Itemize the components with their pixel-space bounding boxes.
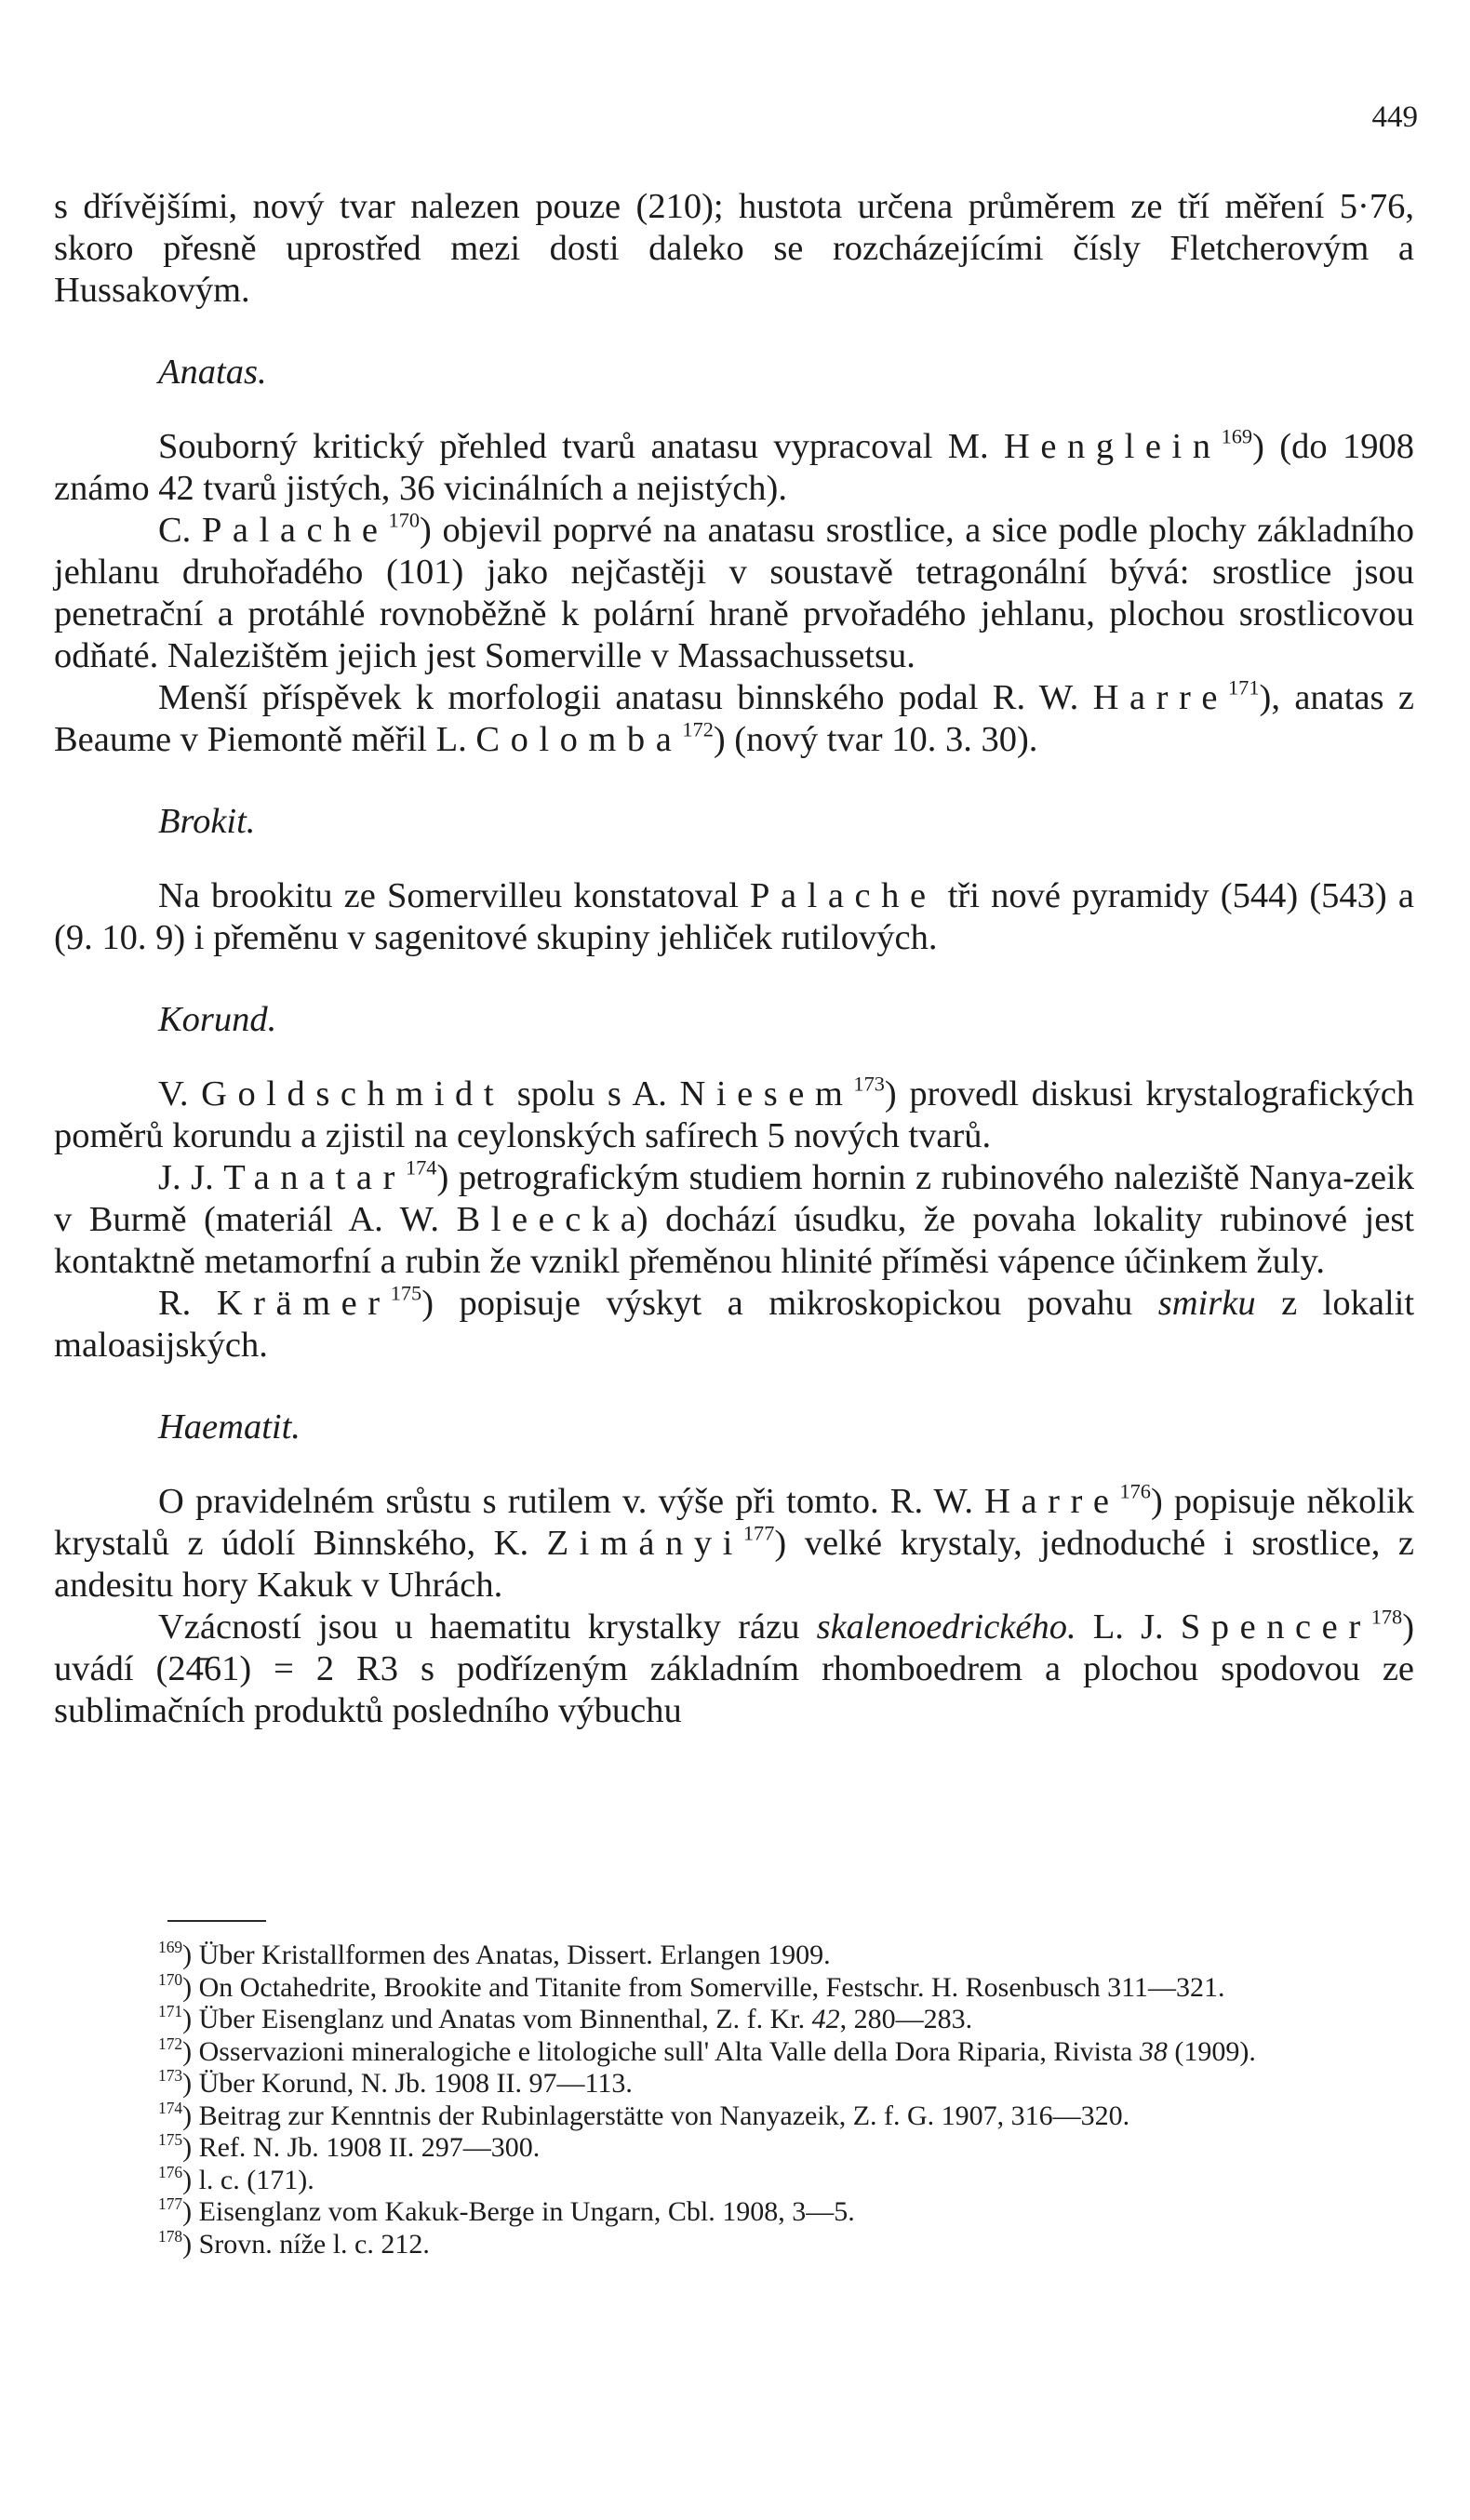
paragraph: Vzácností jsou u haematitu krystalky rázu skalenoedrického. L. J. Spencer$^{178}$) uvádí (24̄61) = 2 R3 s podřízeným základním rhomboedrem a plochou spodovou ze sublimačních produktů posledního výbuchu <box>54 1605 1415 1730</box>
page-number: 449 <box>1371 100 1418 134</box>
footnote: $^{174}$) Beitrag zur Kenntnis der Rubinlagerstätte von Nanyazeik, Z. f. G. 1907, 316—320. <box>158 2098 1130 2131</box>
author-name: Henglein <box>1004 427 1222 466</box>
footnote-ref: 169 <box>1221 424 1253 448</box>
author-name: Tanatar <box>223 1158 406 1197</box>
footnote-ref: 177 <box>742 1521 775 1545</box>
footnote: $^{169}$) Über Kristallformen des Anatas, Dissert. Erlangen 1909. <box>158 1937 831 1970</box>
italic-term: skalenoedrického. <box>816 1607 1076 1647</box>
main-text <box>54 186 1414 1732</box>
author-name: Bleeck <box>456 1200 621 1239</box>
paragraph: Menší příspěvek k morfologii anatasu binnského podal R. W. Harre$^{171}$), anatas z Beaume v Piemontě měřil L. Colomba$^{172}$) (nový tvar 10. 3. 30). <box>54 675 1415 759</box>
section-heading-anatas: Anatas. <box>158 353 267 392</box>
author-name: Colomba <box>475 720 683 759</box>
author-name: Harre <box>984 1482 1120 1521</box>
paragraph: V. Goldschmidt spolu s A. Niesem$^{173}$) provedl diskusi krystalografických poměrů korundu a zjistil na ceylonských safírech 5 nových tvarů. <box>54 1072 1415 1155</box>
author-name: Harre <box>1092 678 1228 717</box>
footnote: $^{170}$) On Octahedrite, Brookite and Titanite from Somerville, Festschr. H. Rosenbusch 311—321. <box>158 1969 1225 2003</box>
footnotes <box>54 1937 1414 2260</box>
footnote: $^{177}$) Eisenglanz vom Kakuk-Berge in Ungarn, Cbl. 1908, 3—5. <box>158 2193 855 2227</box>
footnote-divider <box>167 1920 266 1922</box>
author-name: Zimányi <box>546 1524 743 1563</box>
paragraph: Souborný kritický přehled tvarů anatasu vypracoval M. Henglein$^{169}$) (do 1908 známo 42 tvarů jistých, 36 vicinálních a nejistých). <box>54 424 1414 508</box>
section-heading-haematit: Haematit. <box>158 1407 301 1447</box>
footnote: $^{175}$) Ref. N. Jb. 1908 II. 297—300. <box>158 2129 541 2163</box>
footnote-ref: 170 <box>388 508 421 532</box>
author-name: Spencer <box>1180 1607 1371 1647</box>
footnote: $^{171}$) Über Eisenglanz und Anatas vom Binnenthal, Z. f. Kr. 42, 280—283. <box>158 2001 973 2034</box>
section-heading-brokit: Brokit. <box>158 802 256 841</box>
paragraph: Na brookitu ze Somervilleu konstatoval Palache tři nové pyramidy (544) (543) a (9. 10. 9) i přeměnu v sagenitové skupiny jehliček rutilových. <box>54 876 1414 957</box>
paragraph: O pravidelném srůstu s rutilem v. výše při tomto. R. W. Harre$^{176}$) popisuje několik krystalů z údolí Binnského, K. Zimányi$^{177}$) velké krystaly, jednoduché i srostlice, z andesitu hory Kakuk v Uhrách. <box>54 1479 1415 1605</box>
footnote: $^{172}$) Osservazioni mineralogiche e litologiche sull' Alta Valle della Dora Riparia, Rivista 38 (1909). <box>158 2033 1256 2067</box>
footnote: $^{178}$) Srovn. níže l. c. 212. <box>158 2226 430 2260</box>
footnote-ref: 174 <box>405 1155 437 1180</box>
author-name: Palache <box>201 511 389 550</box>
section-heading-korund: Korund. <box>158 1000 277 1039</box>
footnote-ref: 175 <box>390 1281 422 1305</box>
paragraph: J. J. Tanatar$^{174}$) petrografickým studiem hornin z rubinového naleziště Nanya-zeik v Burmě (materiál A. W. Bleecka) dochází úsudku, že povaha lokality rubinové jest kontaktně metamorfní a rubin že vznikl přeměnou hlinité příměsi vápence účinkem žuly. <box>54 1155 1415 1281</box>
paragraph: C. Palache$^{170}$) objevil poprvé na anatasu srostlice, a sice podle plochy základního jehlanu druhořadého (101) jako nejčastěji v soustavě tetragonální bývá: srostlice jsou penetrační a protáhlé rovnoběžně k polární hraně prvořadého jehlanu, plochou srostlicovou odňaté. Nalezištěm jejich jest Somerville v Massachussetsu. <box>54 508 1415 675</box>
paragraph: s dřívějšími, nový tvar nalezen pouze (210); hustota určena průměrem ze tří měření 5·76, skoro přesně uprostřed mezi dosti daleko se rozcházejícími čísly Fletcherovým a Hussakovým. <box>54 187 1414 310</box>
author-name: Palache <box>750 876 937 915</box>
footnote-ref: 173 <box>853 1072 885 1096</box>
footnote: $^{176}$) l. c. (171). <box>158 2162 314 2195</box>
author-name: Goldschmidt <box>201 1074 505 1113</box>
italic-term: smirku <box>1157 1284 1256 1323</box>
author-name: Krämer <box>216 1284 391 1323</box>
author-name: Niesem <box>679 1074 854 1113</box>
footnote: $^{173}$) Über Korund, N. Jb. 1908 II. 97—113. <box>158 2065 633 2099</box>
footnote-ref: 172 <box>682 717 714 741</box>
footnote-ref: 178 <box>1370 1605 1403 1629</box>
footnote-ref: 171 <box>1228 675 1260 700</box>
paragraph: R. Krämer$^{175}$) popisuje výskyt a mikroskopickou povahu smirku z lokalit maloasijských. <box>54 1281 1415 1365</box>
footnote-ref: 176 <box>1119 1479 1151 1503</box>
